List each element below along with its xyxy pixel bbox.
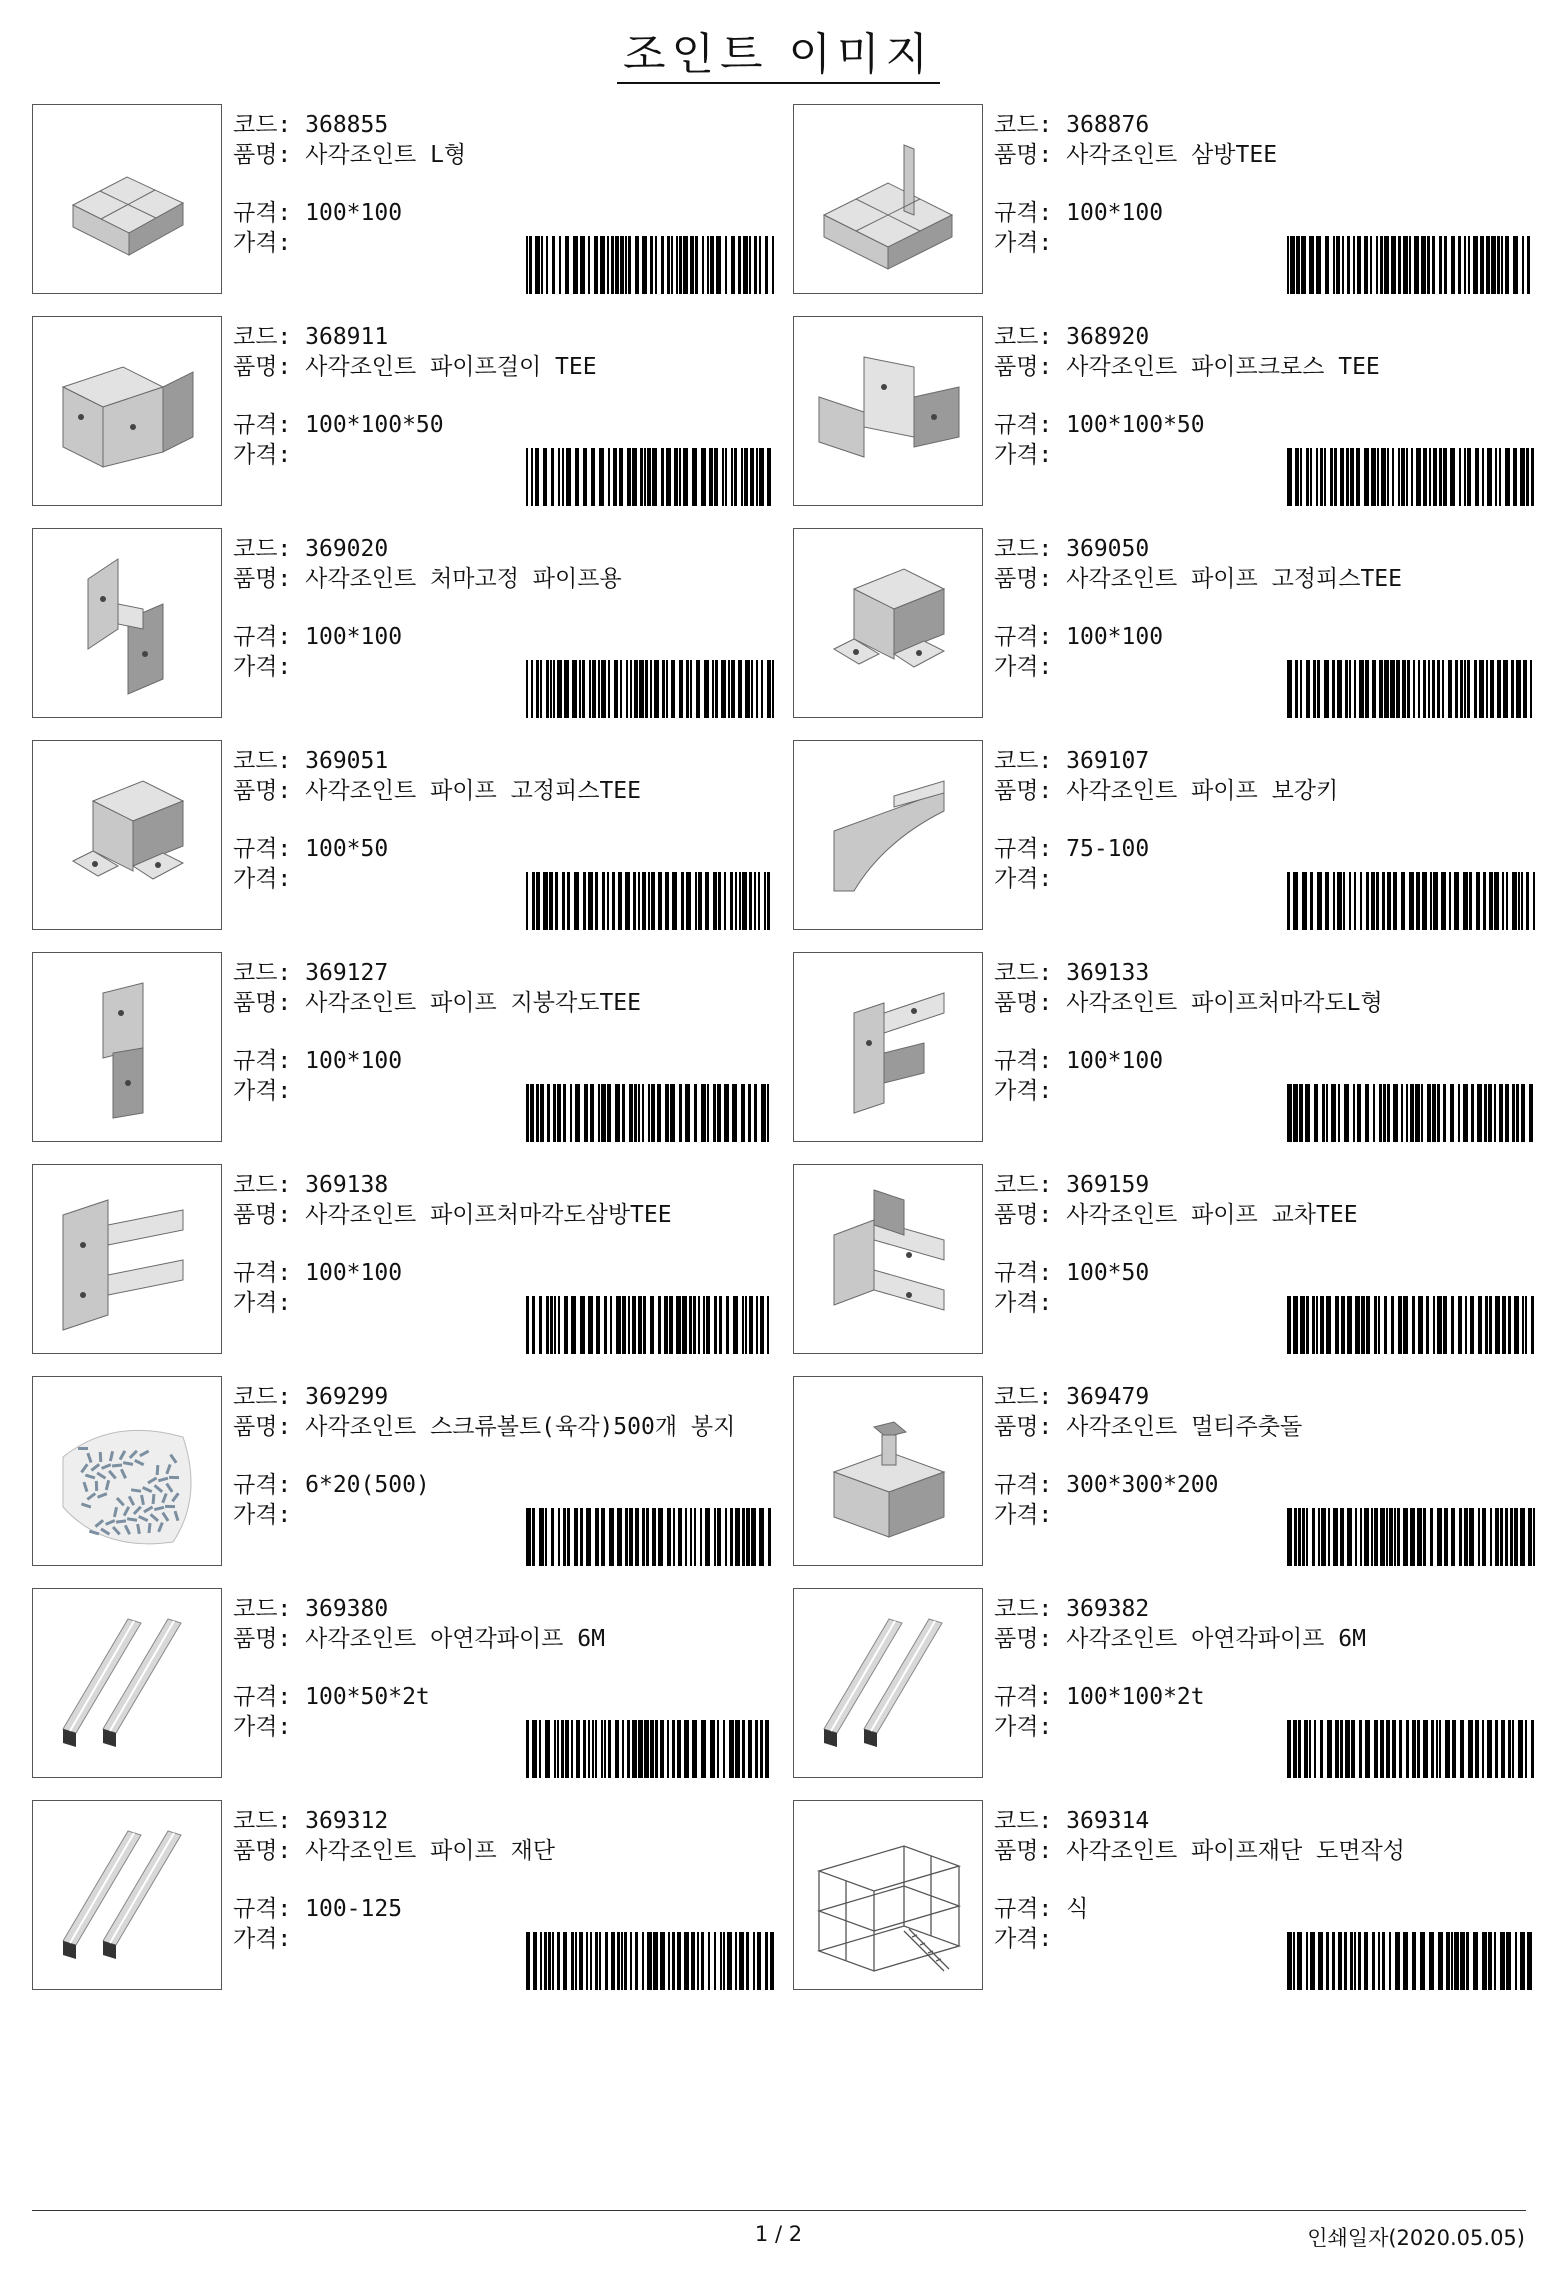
print-date: 인쇄일자(2020.05.05) [1307,2226,1525,2250]
product-image [32,1376,222,1566]
product-image [793,316,983,506]
barcode [1287,872,1535,930]
roof-angle-tee-icon [33,953,221,1141]
product-card [793,1800,1538,1990]
barcode [526,660,774,718]
code-row: 코드: 369133 [994,960,1150,986]
product-image [32,952,222,1142]
code-row: 코드: 369050 [994,536,1150,562]
spec-row: 규격: 100*100 [994,1048,1164,1074]
name-row: 품명: 사각조인트 삼방TEE [994,142,1278,168]
spec-row: 규격: 100*50*2t [233,1684,430,1710]
spec-row: 규격: 식 [994,1896,1089,1922]
product-image [32,316,222,506]
name-row: 품명: 사각조인트 멀티주춧돌 [994,1414,1303,1440]
name-row: 품명: 사각조인트 스크류볼트(육각)500개 봉지 [233,1414,736,1440]
barcode [526,236,774,294]
product-image [32,104,222,294]
pipe-hanger-tee-icon [33,317,221,505]
barcode [526,1084,774,1142]
code-row: 코드: 368876 [994,112,1150,138]
barcode [526,1720,774,1778]
product-image [793,1376,983,1566]
product-image [793,1164,983,1354]
price-row: 가격: [233,1290,292,1316]
price-row: 가격: [994,230,1053,256]
footer-divider [32,2210,1526,2211]
product-card [32,1588,777,1778]
product-card [793,1588,1538,1778]
spec-row: 규격: 100*100 [994,200,1164,226]
spec-row: 규격: 6*20(500) [233,1472,430,1498]
price-row: 가격: [233,1078,292,1104]
price-row: 가격: [233,1502,292,1528]
barcode [526,448,774,506]
price-row: 가격: [994,442,1053,468]
product-image [32,740,222,930]
square-pipe-icon [33,1801,221,1989]
barcode [1287,1720,1535,1778]
page-number: 1 / 2 [754,2222,803,2246]
name-row: 품명: 사각조인트 파이프걸이 TEE [233,354,597,380]
price-row: 가격: [994,1926,1053,1952]
name-row: 품명: 사각조인트 파이프 보강키 [994,778,1339,804]
code-row: 코드: 369051 [233,748,389,774]
l-joint-icon [33,105,221,293]
product-image [793,104,983,294]
price-row: 가격: [233,1926,292,1952]
barcode [1287,448,1535,506]
product-card [793,740,1538,930]
screw-bag-icon [33,1377,221,1565]
product-card [32,740,777,930]
barcode [1287,660,1535,718]
price-row: 가격: [233,654,292,680]
price-row: 가격: [994,1078,1053,1104]
spec-row: 규격: 300*300*200 [994,1472,1219,1498]
barcode [526,1932,774,1990]
product-image [793,952,983,1142]
product-card [793,104,1538,294]
product-card [32,528,777,718]
name-row: 품명: 사각조인트 파이프처마각도삼방TEE [233,1202,672,1228]
price-row: 가격: [233,866,292,892]
name-row: 품명: 사각조인트 파이프 교차TEE [994,1202,1358,1228]
spec-row: 규격: 100*50 [233,836,389,862]
price-row: 가격: [994,866,1053,892]
price-row: 가격: [233,1714,292,1740]
barcode [526,872,774,930]
spec-row: 규격: 100-125 [233,1896,403,1922]
code-row: 코드: 369299 [233,1384,389,1410]
product-card [32,316,777,506]
code-row: 코드: 369314 [994,1808,1150,1834]
price-row: 가격: [233,230,292,256]
eave-angle-three-way-icon [33,1165,221,1353]
product-card [32,952,777,1142]
three-way-tee-icon [794,105,982,293]
barcode [1287,1932,1535,1990]
price-row: 가격: [233,442,292,468]
product-image [793,740,983,930]
price-row: 가격: [994,1290,1053,1316]
name-row: 품명: 사각조인트 아연각파이프 6M [994,1626,1366,1652]
barcode [1287,1084,1535,1142]
code-row: 코드: 368911 [233,324,389,350]
code-row: 코드: 369479 [994,1384,1150,1410]
spec-row: 규격: 100*100 [233,1048,403,1074]
product-card [32,1800,777,1990]
product-card [32,1376,777,1566]
pipe-cross-tee-icon [794,317,982,505]
price-row: 가격: [994,1714,1053,1740]
barcode [526,1296,774,1354]
name-row: 품명: 사각조인트 파이프 고정피스TEE [994,566,1402,592]
code-row: 코드: 369312 [233,1808,389,1834]
product-card [793,316,1538,506]
spec-row: 규격: 100*100*50 [233,412,444,438]
code-row: 코드: 369380 [233,1596,389,1622]
name-row: 품명: 사각조인트 파이프처마각도L형 [994,990,1383,1016]
price-row: 가격: [994,654,1053,680]
foundation-stone-icon [794,1377,982,1565]
square-pipe-icon [33,1589,221,1777]
product-card [793,952,1538,1142]
name-row: 품명: 사각조인트 파이프재단 도면작성 [994,1838,1405,1864]
square-pipe-icon [794,1589,982,1777]
cross-tee-icon [794,1165,982,1353]
product-image [32,1800,222,1990]
code-row: 코드: 369138 [233,1172,389,1198]
code-row: 코드: 369020 [233,536,389,562]
barcode [1287,236,1535,294]
code-row: 코드: 368855 [233,112,389,138]
product-image [793,528,983,718]
product-image [793,1588,983,1778]
spec-row: 규격: 100*50 [994,1260,1150,1286]
code-row: 코드: 369107 [994,748,1150,774]
product-image [32,1164,222,1354]
product-card [793,528,1538,718]
page-title: 조인트 이미지 [0,18,1557,82]
name-row: 품명: 사각조인트 처마고정 파이프용 [233,566,622,592]
frame-structure-icon [794,1801,982,1989]
reinforce-key-icon [794,741,982,929]
product-card [32,1164,777,1354]
spec-row: 규격: 75-100 [994,836,1150,862]
product-card [793,1376,1538,1566]
name-row: 품명: 사각조인트 아연각파이프 6M [233,1626,605,1652]
name-row: 품명: 사각조인트 파이프 고정피스TEE [233,778,641,804]
product-card [32,104,777,294]
code-row: 코드: 368920 [994,324,1150,350]
code-row: 코드: 369159 [994,1172,1150,1198]
barcode [526,1508,774,1566]
fix-piece-tee-icon [794,529,982,717]
product-image [32,528,222,718]
spec-row: 규격: 100*100*50 [994,412,1205,438]
name-row: 품명: 사각조인트 파이프크로스 TEE [994,354,1380,380]
product-card [793,1164,1538,1354]
eave-angle-l-icon [794,953,982,1141]
barcode [1287,1508,1535,1566]
spec-row: 규격: 100*100 [233,1260,403,1286]
spec-row: 규격: 100*100 [233,624,403,650]
price-row: 가격: [994,1502,1053,1528]
code-row: 코드: 369127 [233,960,389,986]
name-row: 품명: 사각조인트 L형 [233,142,467,168]
spec-row: 규격: 100*100 [233,200,403,226]
code-row: 코드: 369382 [994,1596,1150,1622]
eave-fix-icon [33,529,221,717]
product-image [793,1800,983,1990]
product-image [32,1588,222,1778]
name-row: 품명: 사각조인트 파이프 지붕각도TEE [233,990,641,1016]
spec-row: 규격: 100*100 [994,624,1164,650]
name-row: 품명: 사각조인트 파이프 재단 [233,1838,556,1864]
barcode [1287,1296,1535,1354]
fix-piece-tee-icon [33,741,221,929]
spec-row: 규격: 100*100*2t [994,1684,1205,1710]
